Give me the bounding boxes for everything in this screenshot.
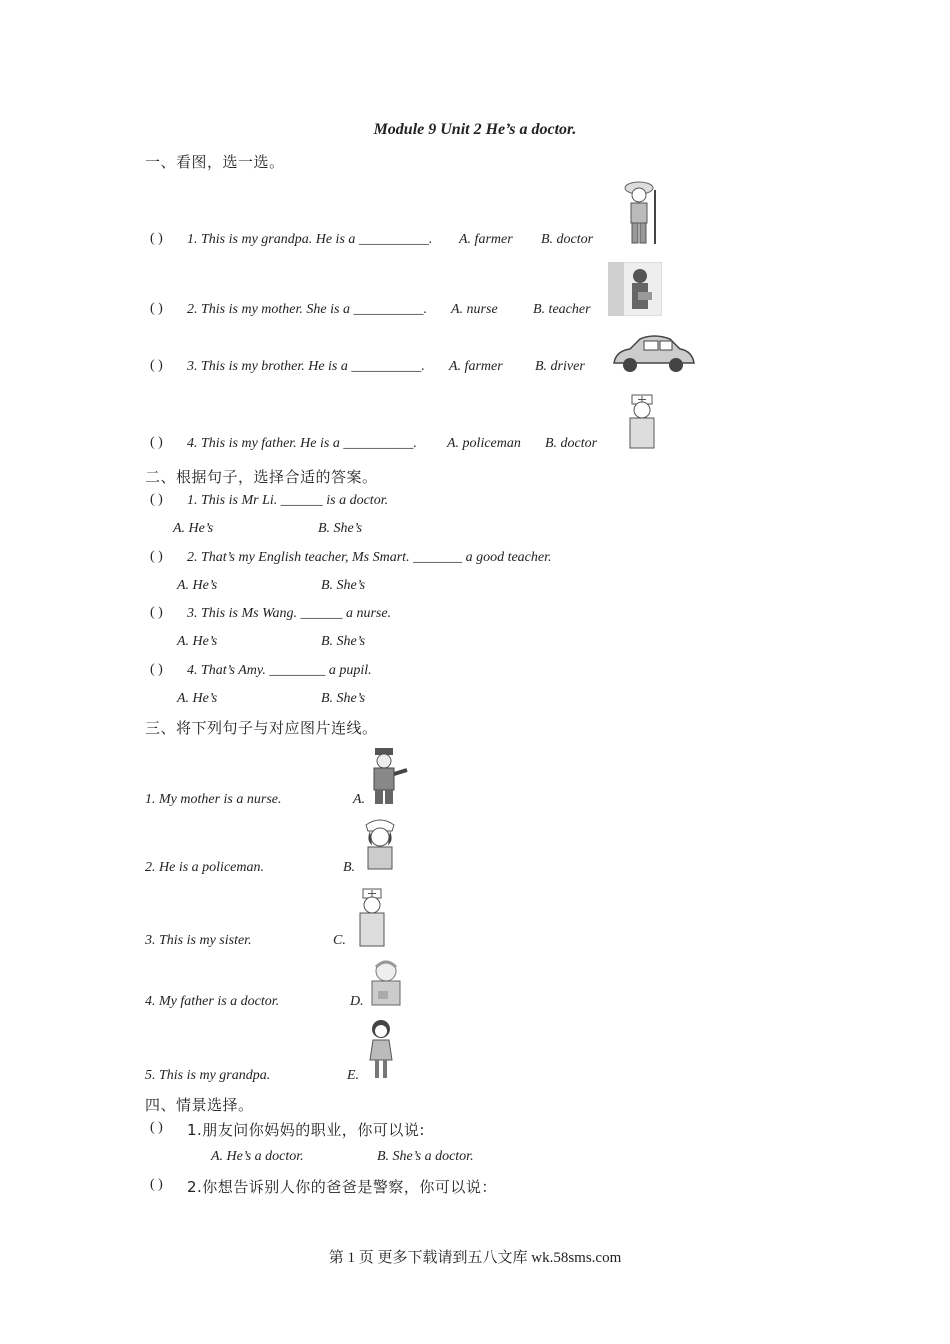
farmer-picture [615,178,665,248]
answer-paren[interactable]: ( ) [150,358,163,373]
option-b: B. She’s [318,521,363,536]
option-b: B. She’s [321,634,366,649]
option-b: B. doctor [545,436,598,451]
option-a: A. policeman [447,436,521,451]
grandpa-picture[interactable] [366,957,406,1009]
option-b: B. driver [535,359,585,374]
answer-paren[interactable]: ( ) [150,662,163,677]
option-a: A. He’s a doctor. [211,1149,304,1164]
match-sentence[interactable]: 1. My mother is a nurse. [145,792,282,807]
section3-heading: 三、将下列句子与对应图片连线。 [145,719,378,737]
question-text: 2. That’s my English teacher, Ms Smart. _______ a good teacher. [187,550,552,565]
option-a: A. He’s [173,521,214,536]
answer-paren[interactable]: ( ) [150,301,163,316]
match-letter[interactable]: B. [343,860,356,875]
option-b: B. doctor [541,232,594,247]
match-letter[interactable]: A. [353,792,366,807]
option-a: A. farmer [449,359,503,374]
option-a: A. farmer [459,232,513,247]
question-text: 3. This is Ms Wang. ______ a nurse. [187,606,392,621]
page-title: Module 9 Unit 2 He’s a doctor. [373,121,577,138]
question-text: 4. This is my father. He is a __________. [187,436,417,451]
question-text: 2. This is my mother. She is a __________. [187,302,427,317]
girl-picture[interactable] [366,1018,396,1082]
option-b: B. She’s a doctor. [377,1149,474,1164]
question-text: 1. This is Mr Li. ______ is a doctor. [187,493,389,508]
question-text: 4. That’s Amy. ________ a pupil. [187,663,372,678]
doctor-picture[interactable] [354,887,392,949]
answer-paren[interactable]: ( ) [150,605,163,620]
doctor-picture [622,393,664,451]
question-text: 1.朋友问你妈妈的职业，你可以说: [187,1121,425,1139]
answer-paren[interactable]: ( ) [150,435,163,450]
question-text: 1. This is my grandpa. He is a __________. [187,232,433,247]
car-picture [610,333,696,375]
option-b: B. teacher [533,302,591,317]
page-footer: 第 1 页 更多下载请到五八文库 wk.58sms.com [328,1250,622,1266]
match-sentence[interactable]: 3. This is my sister. [145,933,252,948]
section1-heading: 一、看图，选一选。 [145,153,285,171]
policeman-picture[interactable] [367,746,409,806]
answer-paren[interactable]: ( ) [150,1177,163,1192]
match-sentence[interactable]: 4. My father is a doctor. [145,994,280,1009]
section4-heading: 四、情景选择。 [145,1096,254,1114]
answer-paren[interactable]: ( ) [150,231,163,246]
option-b: B. She’s [321,578,366,593]
option-b: B. She’s [321,691,366,706]
option-a: A. nurse [451,302,498,317]
answer-paren[interactable]: ( ) [150,1120,163,1135]
nurse-picture[interactable] [360,817,402,871]
option-a: A. He’s [177,634,218,649]
option-a: A. He’s [177,578,218,593]
answer-paren[interactable]: ( ) [150,549,163,564]
option-a: A. He’s [177,691,218,706]
answer-paren[interactable]: ( ) [150,492,163,507]
match-letter[interactable]: C. [333,933,346,948]
match-sentence[interactable]: 2. He is a policeman. [145,860,264,875]
teacher-picture [608,262,662,316]
match-sentence[interactable]: 5. This is my grandpa. [145,1068,271,1083]
question-text: 3. This is my brother. He is a __________. [187,359,425,374]
match-letter[interactable]: E. [347,1068,360,1083]
section2-heading: 二、根据句子，选择合适的答案。 [145,468,378,486]
match-letter[interactable]: D. [350,994,364,1009]
question-text: 2.你想告诉别人你的爸爸是警察，你可以说： [187,1178,497,1196]
